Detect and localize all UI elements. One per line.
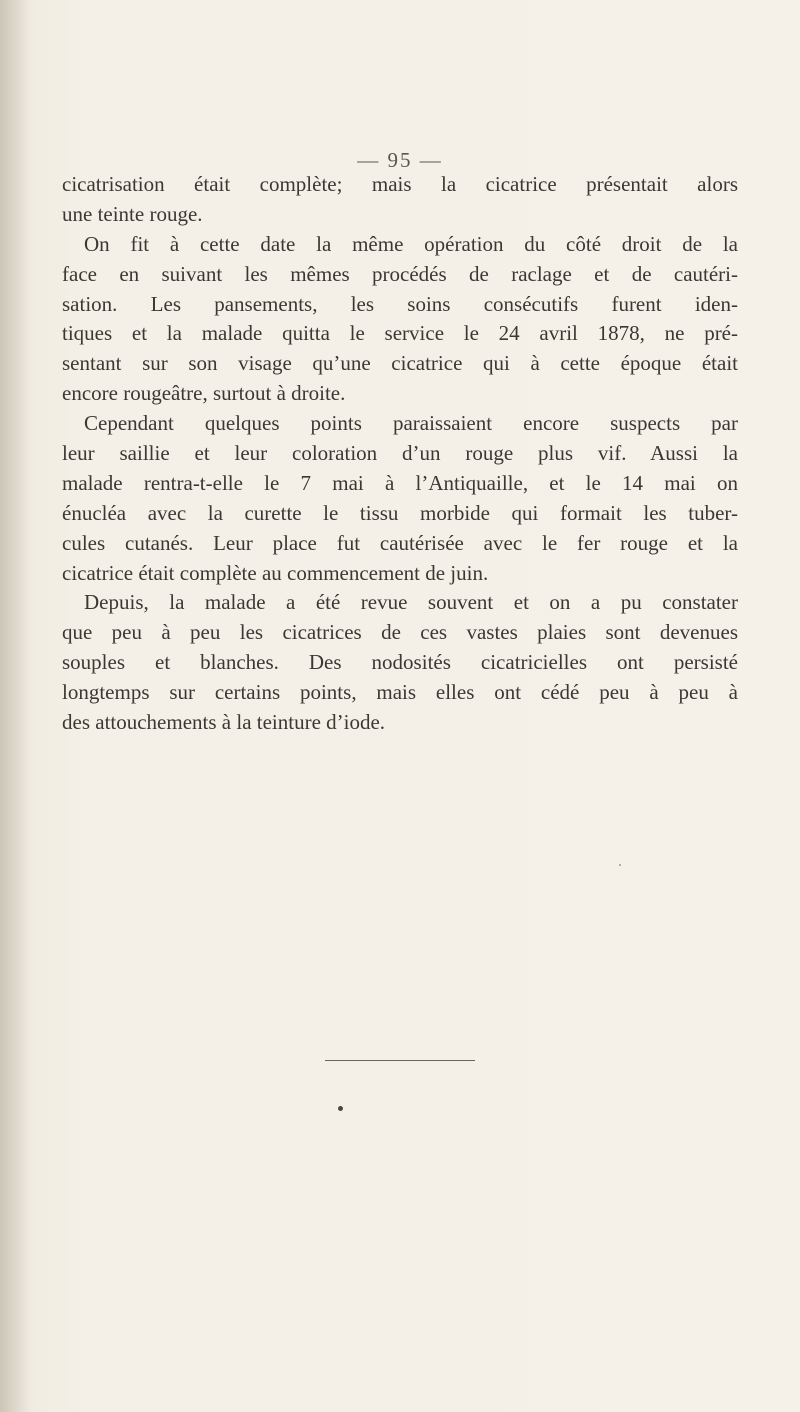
text-line: Depuis, la malade a été revue souvent et on a pu constater xyxy=(84,590,738,615)
binding-shadow xyxy=(0,0,30,1412)
text-line: leur saillie et leur coloration d’un rouge plus vif. Aussi la xyxy=(62,441,738,466)
ink-speck xyxy=(619,864,621,866)
page-number: — 95 — xyxy=(357,148,443,172)
text-line: malade rentra-t-elle le 7 mai à l’Antiquaille, et le 14 mai on xyxy=(62,470,738,495)
text-line: sentant sur son visage qu’une cicatrice qui à cette époque était xyxy=(62,351,738,376)
text-line: tiques et la malade quitta le service le 24 avril 1878, ne pré- xyxy=(62,321,738,346)
text-line: souples et blanches. Des nodosités cicatricielles ont persisté xyxy=(62,650,738,675)
text-line: face en suivant les mêmes procédés de raclage et de cautéri- xyxy=(62,261,738,286)
text-line: que peu à peu les cicatrices de ces vastes plaies sont devenues xyxy=(62,620,738,645)
text-line: cules cutanés. Leur place fut cautérisée avec le fer rouge et la xyxy=(62,530,738,555)
text-line: une teinte rouge. xyxy=(62,201,203,226)
body-text xyxy=(62,170,738,738)
end-rule xyxy=(325,1060,475,1061)
text-line: énucléa avec la curette le tissu morbide qui formait les tuber- xyxy=(62,500,738,525)
text-line: cicatrice était complète au commencement de juin. xyxy=(62,560,489,585)
text-line: des attouchements à la teinture d’iode. xyxy=(62,710,386,735)
text-line: encore rougeâtre, surtout à droite. xyxy=(62,381,346,406)
text-line: cicatrisation était complète; mais la cicatrice présentait alors xyxy=(62,172,738,196)
ink-speck xyxy=(338,1106,343,1111)
text-line: On fit à cette date la même opération du côté droit de la xyxy=(84,231,738,256)
text-line: sation. Les pansements, les soins consécutifs furent iden- xyxy=(62,291,738,316)
text-line: Cependant quelques points paraissaient encore suspects par xyxy=(84,411,738,436)
text-line: longtemps sur certains points, mais elles ont cédé peu à peu à xyxy=(62,680,738,705)
